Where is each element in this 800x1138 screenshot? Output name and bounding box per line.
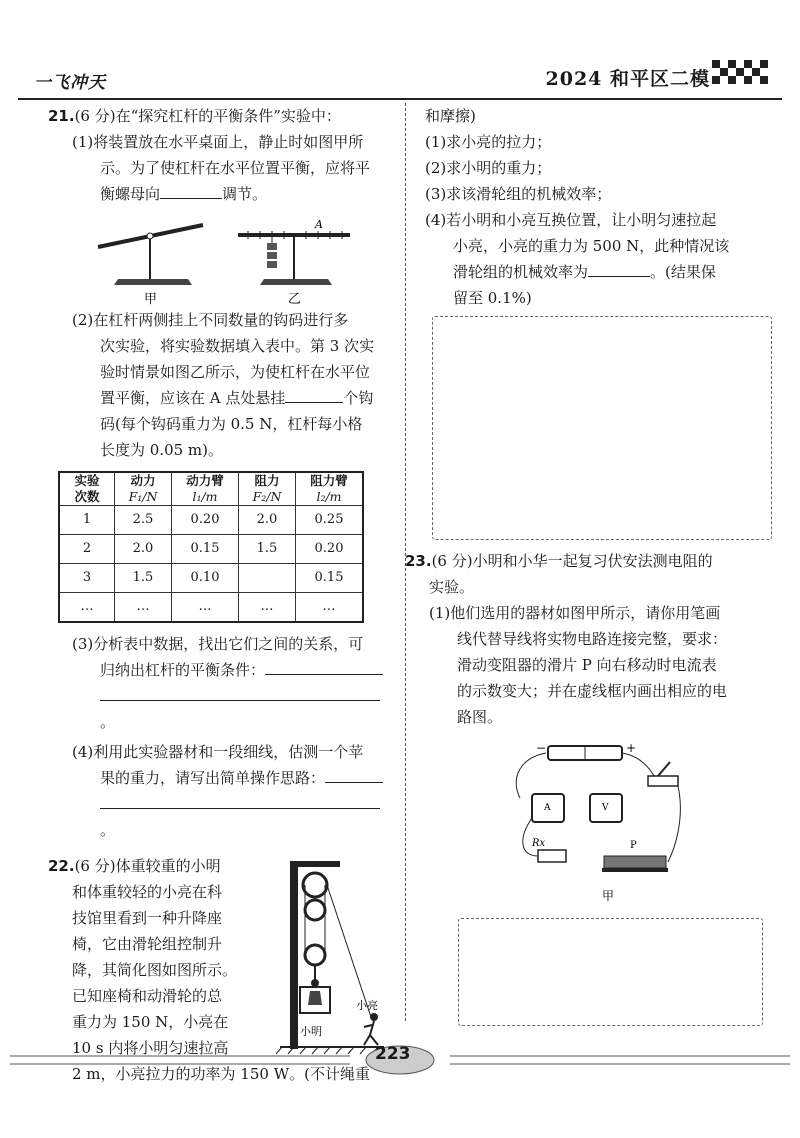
table-row: 1 2.5 0.20 2.0 0.25: [59, 506, 363, 535]
table-row: 2 2.0 0.15 1.5 0.20: [59, 535, 363, 564]
table-header: 阻力 F₂/N: [239, 472, 296, 506]
q21-p2-text: 置平衡，应该在 A 点处悬挂: [100, 389, 286, 407]
q23-answer-box[interactable]: [458, 918, 763, 1026]
resistor-rx: [538, 850, 566, 862]
q22-line: 椅，它由滑轮组控制升: [72, 935, 223, 953]
q21-p4-line2: [48, 765, 393, 791]
q23-number: 23.: [405, 552, 432, 570]
q21-intro: [48, 103, 393, 129]
q21-p4-line3: [48, 791, 393, 843]
q21-p1-line2: 示。为了使杠杆在水平位置平衡，应将平: [100, 159, 371, 177]
q21-p1-tail: 调节。: [222, 185, 268, 203]
q21-p4-end: 。: [100, 821, 116, 839]
q23-p1-line5: 路图。: [457, 708, 503, 726]
circuit-figure: [510, 738, 710, 908]
q23-p1-line1: (1)他们选用的器材如图甲所示，请你用笔画: [429, 604, 721, 622]
rx-label: Rx: [532, 838, 546, 849]
pulley-figure: [260, 855, 390, 1055]
exam-title: 2024 和平区二模: [545, 68, 710, 90]
q21-p3-line3: [48, 683, 393, 735]
q21-p3-text: 归纳出杠杆的平衡条件：: [100, 661, 266, 679]
label-xiaoming: 小明: [300, 1025, 322, 1038]
table-header: 动力 F₁/N: [115, 472, 172, 506]
q23-p1-line2: 线代替导线将实物电路连接完整，要求：: [457, 630, 728, 648]
lever-yi-base: [260, 279, 332, 285]
q21-p1-line3: [48, 181, 393, 207]
answer-blank[interactable]: [588, 260, 650, 277]
q22-line: 已知座椅和动滑轮的总: [72, 987, 223, 1005]
q22-line: 重力为 150 N，小亮在: [72, 1013, 229, 1031]
q21-p4-text: 果的重力，请写出简单操作思路：: [100, 769, 326, 787]
answer-blank[interactable]: [325, 766, 383, 783]
q22-line: 技馆里看到一种升降座: [72, 909, 223, 927]
q21-number: 21.: [48, 107, 75, 125]
q21-p2-line5: 码(每个钩码重力为 0.5 N，杠杆每小格: [100, 415, 363, 433]
moving-pulley: [305, 945, 325, 965]
fig-jia-label: 甲: [144, 292, 158, 307]
battery-plus: +: [626, 741, 637, 755]
table-row: … … … … …: [59, 593, 363, 623]
q22-line: 降，其简化图如图所示。: [72, 961, 238, 979]
lever-jia-base: [114, 279, 192, 285]
q22-line: 和体重较轻的小亮在科: [72, 883, 223, 901]
q22-cont: 和摩擦): [425, 107, 476, 125]
answer-blank[interactable]: [100, 684, 380, 701]
q22-last-line: 2 m，小亮拉力的功率为 150 W。(不计绳重: [72, 1065, 370, 1083]
answer-blank[interactable]: [100, 792, 380, 809]
fig-yi-label: 乙: [288, 292, 302, 307]
q23-intro2: 实验。: [429, 578, 475, 596]
q22-line: 10 s 内将小明匀速拉高: [72, 1039, 229, 1057]
brand-logo: 一飞冲天: [34, 73, 106, 93]
q21-p2-line4: [48, 385, 393, 411]
q21-p2-tail: 个钩: [343, 389, 374, 407]
answer-blank[interactable]: [160, 182, 222, 199]
q22-sub4-line1: (4)若小明和小亮互换位置，让小明匀速拉起: [425, 211, 717, 229]
page-header: [18, 60, 782, 96]
q22-line: 22.(6 分)体重较重的小明: [48, 857, 221, 875]
data-table: [58, 471, 364, 623]
q21-p2-line1: (2)在杠杆两侧挂上不同数量的钩码进行多: [72, 311, 349, 329]
fixed-pulley: [303, 873, 327, 897]
circuit-caption: 甲: [602, 889, 615, 903]
q21-p3-end: 。: [100, 713, 116, 731]
switch: [648, 776, 678, 786]
left-column: [48, 103, 393, 1113]
table-header: 阻力臂 l₂/m: [296, 472, 364, 506]
slider-p-label: P: [630, 840, 637, 851]
page-number: 223: [375, 1044, 411, 1064]
lever-figure-svg: [88, 207, 388, 307]
checker-decoration: [712, 60, 768, 90]
q21-p4-line1: (4)利用此实验器材和一段细线，估测一个苹: [72, 743, 364, 761]
ammeter-label: A: [544, 803, 551, 813]
q22-sub1: (1)求小亮的拉力；: [425, 133, 552, 151]
header-rule: [18, 98, 782, 100]
answer-blank[interactable]: [265, 658, 383, 675]
q21-p2-line2: 次实验，将实验数据填入表中。第 3 次实: [100, 337, 375, 355]
q21-p3-line1: (3)分析表中数据，找出它们之间的关系，可: [72, 635, 364, 653]
q21-p1-line1: (1)将装置放在水平桌面上，静止时如图甲所: [72, 133, 364, 151]
q22-answer-box[interactable]: [432, 316, 772, 540]
table-header: 动力臂 l₁/m: [172, 472, 239, 506]
q22-sub4-line4: 留至 0.1%): [453, 289, 532, 307]
q23-intro: 23.(6 分)小明和小华一起复习伏安法测电阻的: [405, 552, 713, 570]
q22-number: 22.: [48, 857, 75, 875]
battery-minus: −: [536, 741, 547, 755]
q22-sub3: (3)求该滑轮组的机械效率；: [425, 185, 612, 203]
q22-sub4-line3: 滑轮组的机械效率为 。(结果保: [425, 259, 770, 285]
voltmeter-label: V: [602, 803, 609, 813]
page-footer: [0, 1040, 800, 1080]
lever-figures: [48, 207, 393, 307]
point-a-label: A: [315, 218, 323, 231]
rheostat: [604, 856, 666, 868]
q22-sub4-line2: 小亮，小亮的重力为 500 N，此种情况该: [453, 237, 730, 255]
hanging-weights: [267, 237, 277, 268]
q21-p3-line2: [48, 657, 393, 683]
q21-p2-line6: 长度为 0.05 m)。: [100, 441, 224, 459]
q22-sub2: (2)求小明的重力；: [425, 159, 552, 177]
q21-p2-line3: 验时情景如图乙所示，为使杠杆在水平位: [100, 363, 371, 381]
label-xiaoliang: 小亮: [356, 999, 378, 1012]
table-header: 实验 次数: [59, 472, 115, 506]
q23-p1-line4: 的示数变大；并在虚线框内画出相应的电: [457, 682, 728, 700]
q23-p1-line3: 滑动变阻器的滑片 P 向右移动时电流表: [457, 656, 717, 674]
right-column: [425, 103, 770, 311]
q21-p1-text: 衡螺母向: [100, 185, 161, 203]
q22-text: [48, 853, 253, 1061]
answer-blank[interactable]: [285, 386, 343, 403]
table-header-row: [59, 472, 363, 506]
table-row: 3 1.5 0.10 0.15: [59, 564, 363, 593]
q23-block: [405, 548, 775, 730]
q21-intro-text: (6 分)在“探究杠杆的平衡条件”实验中：: [74, 107, 341, 125]
